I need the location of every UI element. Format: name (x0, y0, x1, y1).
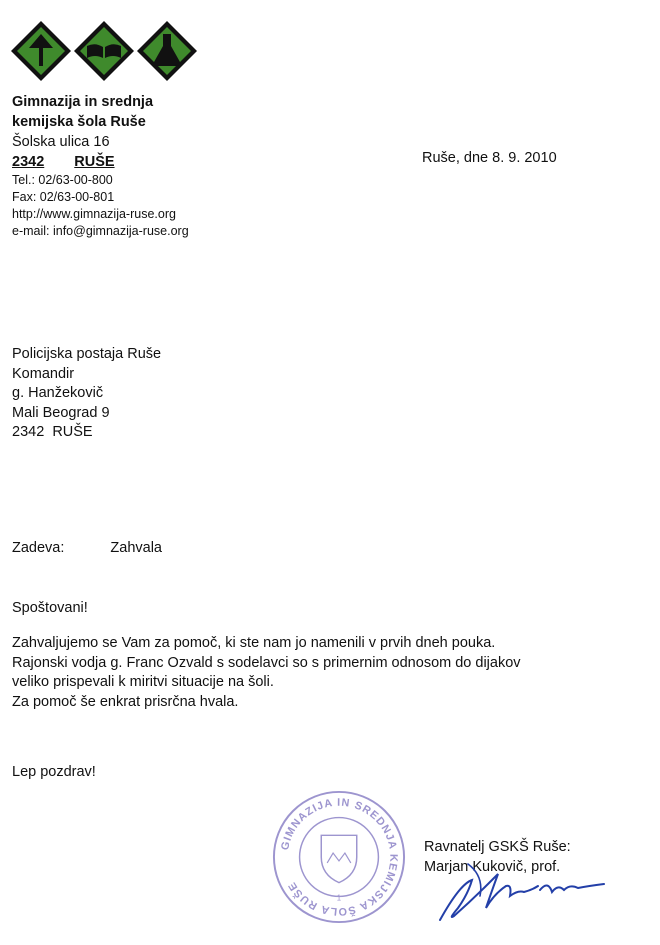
recipient-line: Komandir (12, 365, 75, 382)
letter-date: Ruše, dne 8. 9. 2010 (422, 150, 557, 166)
recipient-line: Mali Beograd 9 (12, 404, 110, 421)
handwritten-signature (428, 850, 618, 928)
sender-address (12, 92, 189, 240)
recipient-address (12, 345, 161, 443)
logo-shield-icon (10, 20, 72, 82)
body-line: Zahvaljujemo se Vam za pomoč, ki ste nam jo namenili v prvih dneh pouka. (12, 635, 496, 651)
subject-label: Zadeva: (12, 540, 65, 556)
signer-title: Ravnatelj GSKŠ Ruše: (424, 839, 571, 855)
sender-street: Šolska ulica 16 (12, 134, 110, 150)
recipient-line: Policijska postaja Ruše (12, 346, 162, 362)
subject-value: Zahvala (110, 540, 162, 556)
greeting: Spoštovani! (12, 600, 88, 616)
body-line: Rajonski vodja g. Franc Ozvald s sodelavci so s primernim odnosom do dijakov (12, 654, 521, 671)
subject-line (12, 540, 162, 556)
letter-body (12, 634, 521, 712)
logo-flask-icon (136, 20, 198, 82)
recipient-line: g. Hanžekovič (12, 385, 104, 401)
body-line: Za pomoč še enkrat prisrčna hvala. (12, 693, 239, 710)
signer-name: Marjan Kukovič, prof. (424, 858, 561, 875)
recipient-line: 2342 RUŠE (12, 424, 93, 440)
school-stamp (270, 788, 408, 926)
sender-postal-code: 2342 (12, 154, 45, 170)
school-name-line1: Gimnazija in srednja (12, 94, 154, 110)
logo-book-icon (73, 20, 135, 82)
sender-postal-line (12, 152, 189, 172)
school-name-line2: kemijska šola Ruše (12, 114, 146, 130)
sender-tel: Tel.: 02/63-00-800 (12, 173, 113, 187)
sender-web[interactable]: http://www.gimnazija-ruse.org (12, 207, 176, 221)
sender-email[interactable]: e-mail: info@gimnazija-ruse.org (12, 224, 189, 238)
sender-city: RUŠE (74, 154, 115, 170)
sender-fax: Fax: 02/63-00-801 (12, 190, 115, 204)
school-logos (10, 20, 200, 85)
svg-text:1: 1 (336, 893, 342, 903)
svg-text:GIMNAZIJA IN SREDNJA KEMIJSKA: GIMNAZIJA IN SREDNJA KEMIJSKA ŠOLA RUŠE (279, 796, 400, 918)
body-line: veliko prispevali k miritvi situacije na šoli. (12, 674, 274, 690)
closing: Lep pozdrav! (12, 764, 96, 780)
